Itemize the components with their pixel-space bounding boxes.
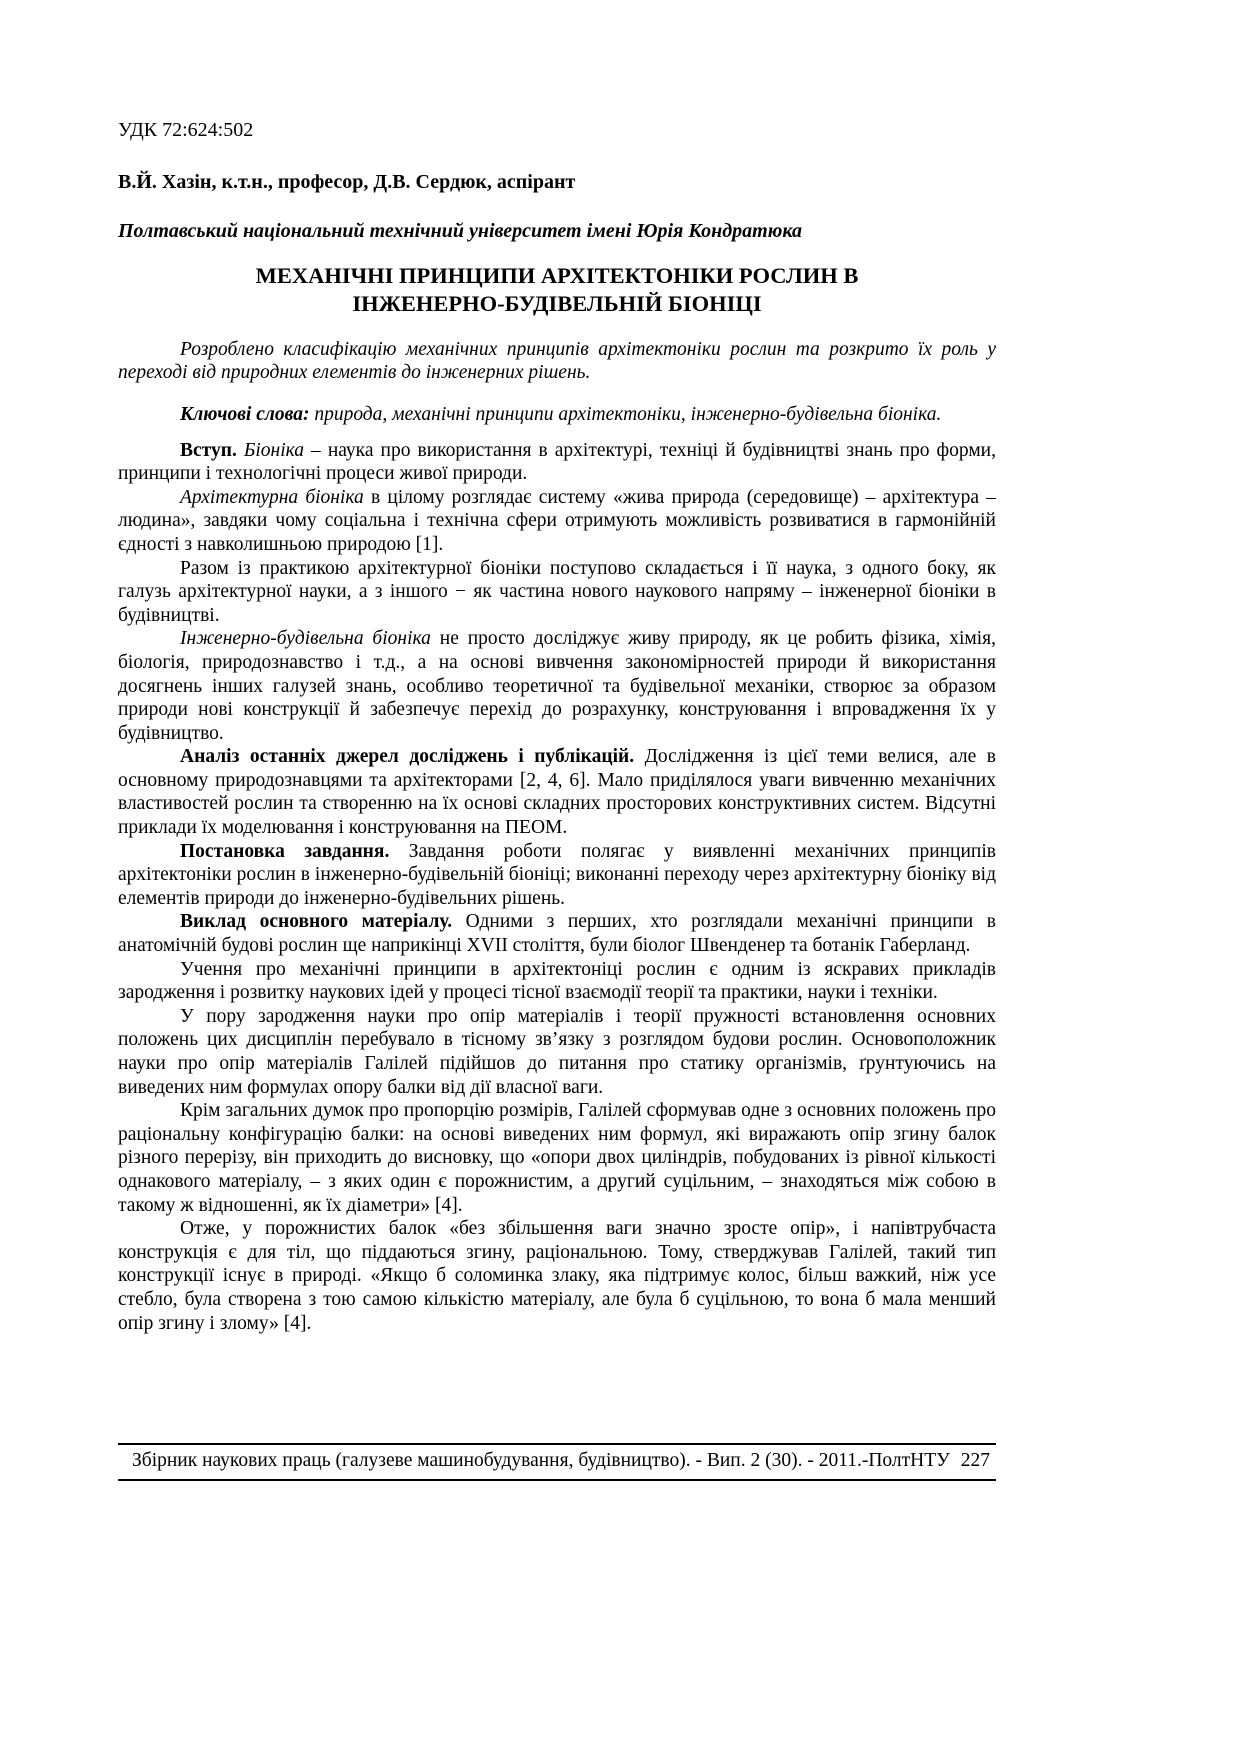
body-paragraph-0 [118,439,996,486]
body-paragraph-3 [118,627,996,745]
udc-code: УДК 72:624:502 [118,119,254,141]
paragraph-text: Учення про механічні принципи в архітектоніці рослин є одним із яскравих прикладів зародження і розвитку наукових ідей у процесі тісної взаємодії теорії та практики, науки і техніки. [118,958,996,1004]
keywords-text: природа, механічні принципи архітектоніки, інженерно-будівельна біоніка. [314,403,942,425]
paragraph-text: не просто досліджує живу природу, як це робить фізика, хімія, біологія, природознавство і т.д., а на основі вивчення закономірностей природи й використання досягнень інших галузей знань, особливо теоретичної та будівельної механіки, створює за образом природи нові конструкції й забезпечує перехід до розрахунку, конструювання і впровадження їх у будівництво. [118,628,996,744]
keywords-paragraph [118,403,996,427]
body-paragraph-4 [118,745,996,839]
paragraph-lead-bold: Постановка завдання. [180,840,409,862]
article-title-line2: ІНЖЕНЕРНО-БУДІВЕЛЬНІЙ БІОНІЦІ [352,290,762,316]
affiliation-line: Полтавський національний технічний університет імені Юрія Кондратюка [118,220,802,242]
paragraph-lead-bold: Вступ. [180,439,244,461]
paragraph-text: Одними з перших, хто розглядали механічні принципи в анатомічній будові рослин ще наприкінці XVII століття, були біолог Швенденер та ботанік Габерланд. [118,911,996,957]
paragraph-text: У пору зародження науки про опір матеріалів і теорії пружності встановлення основних положень цих дисциплін перебувало в тісному зв’язку з розглядом будови рослин. Основоположник науки про опір матеріалів Галілей підійшов до питання про статику організмів, ґрунтуючись на виведених ним формулах опору балки від дії власної ваги. [118,1005,996,1098]
paragraph-text: Разом із практикою архітектурної біоніки поступово складається і її наука, з одного боку, як галузь архітектурної науки, а з іншого − як частина нового наукового напряму – інженерної біоніки в будівництві. [118,557,996,626]
keywords-label: Ключові слова: [180,403,315,425]
footer-citation: Збірник наукових праць (галузеве машинобудування, будівництво). - Вип. 2 (30). - 2011.-ПолтНТУ [132,1450,950,1471]
body-paragraph-1 [118,486,996,557]
page-number: 227 [960,1450,990,1471]
article-title [118,262,996,318]
body-paragraph-5 [118,840,996,911]
page-content [118,118,996,1335]
abstract-paragraph: Розроблено класифікацію механічних принципів архітектоніки рослин та розкрито їх роль у переході від природних елементів до інженерних рішень. [118,338,996,384]
body-paragraph-9 [118,1099,996,1217]
paragraph-lead-italic: Архітектурна біоніка [180,486,364,508]
body-paragraph-8 [118,1005,996,1099]
paragraph-text: Завдання роботи полягає у виявленні механічних принципів архітектоніки рослин в інженерно-будівельній біоніці; виконанні переходу через архітектурну біоніку від елементів природи до інженерно-будівельних рішень. [118,840,996,909]
body-paragraph-6 [118,910,996,957]
paragraph-text: Отже, у порожнистих балок «без збільшення ваги значно зросте опір», і напівтрубчаста конструкція є для тіл, що піддаються згину, раціональною. Тому, стверджував Галілей, такий тип конструкції існує в природі. «Якщо б соломинка злаку, яка підтримує колос, більш важкий, ніж усе стебло, була створена з тою самою кількістю матеріалу, але була б суцільною, то вона б мала менший опір згину і злому» [4]. [118,1218,996,1334]
paragraph-text: Крім загальних думок про пропорцію розмірів, Галілей сформував одне з основних положень про раціональну конфігурацію балки: на основі виведених ним формул, які виражають опір згину балок різного перерізу, він приходить до висновку, що «опори двох циліндрів, побудованих із рівної кількості однакового матеріалу, – з яких один є порожнистим, а другий суцільним, – знаходяться між собою в такому ж відношенні, як їх діаметри» [4]. [118,1100,996,1216]
body-paragraph-7 [118,958,996,1005]
paragraph-lead-bold: Виклад основного матеріалу. [180,911,466,933]
body-paragraph-2 [118,557,996,628]
paragraph-lead-bold: Аналіз останніх джерел досліджень і публікацій. [180,746,645,768]
body-paragraph-10 [118,1217,996,1335]
article-title-line1: МЕХАНІЧНІ ПРИНЦИПИ АРХІТЕКТОНІКИ РОСЛИН В [255,263,859,288]
paragraph-lead-italic: Біоніка [243,439,305,461]
authors-line: В.Й. Хазін, к.т.н., професор, Д.В. Сердюк, аспірант [118,171,576,193]
paragraph-text: – наука про використання в архітектурі, техніці й будівництві знань про форми, принципи і технологічні процеси живої природи. [118,439,996,485]
footer [118,1443,996,1481]
paragraph-lead-italic: Інженерно-будівельна біоніка [180,628,431,650]
paragraph-text: Дослідження із цієї теми велися, але в основному природознавцями та архітекторами [2, 4, 6]. Мало приділялося уваги вивченню механічних властивостей рослин та створенню на їх основі складних просторових конструктивних систем. Відсутні приклади їх моделювання і конструювання на ПЕОМ. [118,746,996,839]
paragraph-text: в цілому розглядає систему «жива природа (середовище) – архітектура – людина», завдяки чому соціальна і технічна сфери отримують можливість розвиватися в гармонійній єдності з навколишньою природою [1]. [118,486,996,555]
